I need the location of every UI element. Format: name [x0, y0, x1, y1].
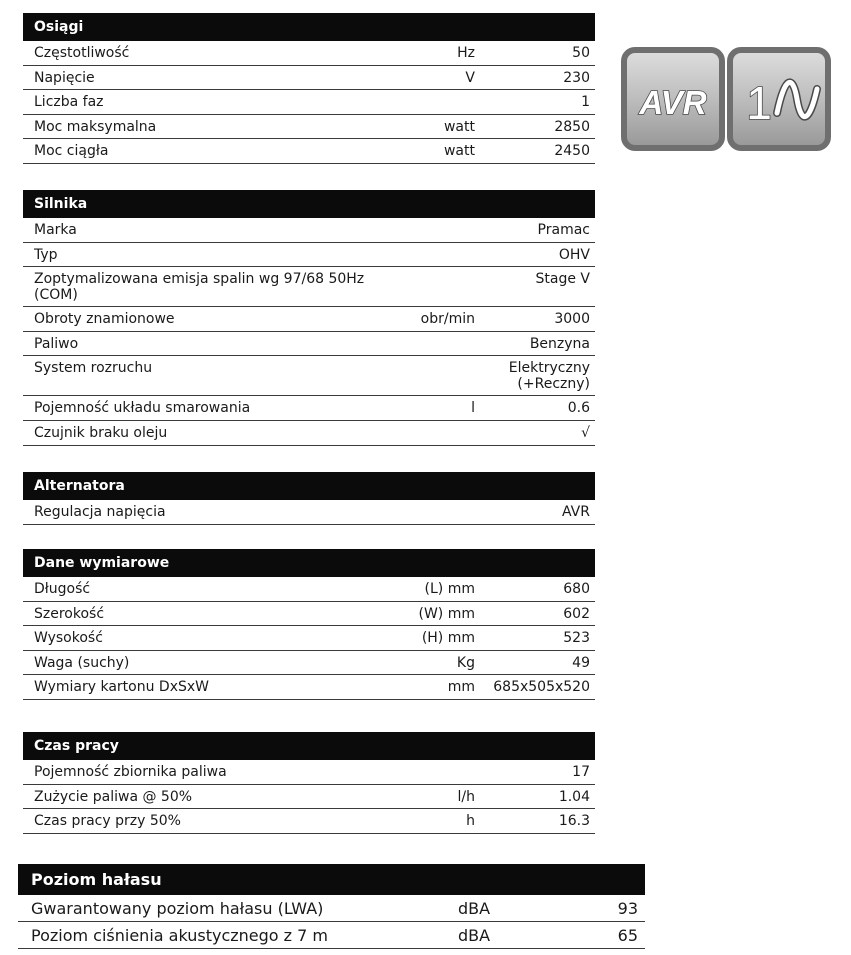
row-unit: dBA [458, 926, 491, 945]
table-row [23, 332, 595, 357]
row-label: Gwarantowany poziom hałasu (LWA) [31, 899, 324, 918]
row-value: Pramac [537, 222, 590, 238]
section-title: Dane wymiarowe [23, 549, 595, 577]
row-label: Częstotliwość [34, 45, 130, 61]
row-label: Moc ciągła [34, 143, 109, 160]
row-unit: Kg [456, 654, 475, 671]
table-row [18, 922, 645, 949]
table-row [23, 577, 595, 602]
row-label: Szerokość [34, 605, 105, 622]
row-label: Liczba faz [34, 94, 104, 111]
row-value: Elektryczny (+Reczny) [508, 360, 590, 393]
row-label: Zużycie paliwa @ 50% [34, 788, 193, 805]
row-value: 49 [572, 654, 590, 671]
row-value: 230 [563, 69, 590, 86]
row-label: Paliwo [34, 335, 79, 352]
row-value: 680 [563, 581, 590, 597]
avr-badge [621, 47, 725, 151]
row-unit: l [471, 400, 475, 417]
row-unit: (L) mm [424, 581, 475, 597]
check-icon: √ [581, 424, 590, 441]
row-value: 2450 [554, 143, 590, 160]
row-value: 93 [617, 899, 638, 918]
row-unit: obr/min [420, 311, 475, 328]
row-label: Marka [34, 222, 77, 238]
row-unit: watt [443, 143, 475, 160]
row-unit: (W) mm [418, 605, 475, 622]
row-label: Poziom ciśnienia akustycznego z 7 m [31, 926, 328, 945]
section-title: Osiągi [23, 13, 595, 41]
section-title: Poziom hałasu [18, 864, 645, 895]
section-title: Silnika [23, 190, 595, 218]
table-row [23, 785, 595, 810]
avr-badge-text: AVR [639, 84, 707, 121]
table-row [23, 809, 595, 834]
row-value: 1 [581, 94, 590, 111]
row-label: Długość [34, 581, 91, 597]
row-value: 65 [617, 926, 638, 945]
section-dane-wymiarowe [23, 549, 595, 700]
table-row [18, 895, 645, 922]
table-row [23, 267, 595, 307]
row-label: System rozruchu [34, 360, 153, 377]
section-title: Alternatora [23, 472, 595, 500]
section-osiagi [23, 13, 595, 164]
row-unit: watt [443, 118, 475, 135]
section-czas-pracy [23, 732, 595, 834]
table-row [23, 602, 595, 627]
table-row [23, 675, 595, 700]
table-row [23, 243, 595, 268]
row-value: Benzyna [529, 335, 590, 352]
row-value: 602 [563, 605, 590, 622]
row-label: Czas pracy przy 50% [34, 813, 181, 830]
table-row [23, 90, 595, 115]
single-phase-badge [727, 47, 831, 151]
row-unit: dBA [458, 899, 491, 918]
row-value: Stage V [535, 271, 590, 288]
table-row [23, 626, 595, 651]
row-value: AVR [562, 504, 590, 520]
table-row [23, 421, 595, 446]
row-value: 50 [572, 45, 590, 61]
row-value: 16.3 [558, 813, 590, 830]
row-label: Zoptymalizowana emisja spalin wg 97/68 50Hz (COM) [34, 271, 365, 304]
section-silnika [23, 190, 595, 446]
row-unit: h [466, 813, 475, 830]
row-label: Pojemność zbiornika paliwa [34, 764, 227, 780]
row-label: Moc maksymalna [34, 118, 157, 135]
table-row [23, 356, 595, 396]
row-label: Waga (suchy) [34, 654, 130, 671]
avr-icon [627, 53, 719, 145]
row-unit: V [465, 69, 475, 86]
table-row [23, 139, 595, 164]
row-value: 17 [572, 764, 590, 780]
table-row [23, 66, 595, 91]
section-poziom-halasu [18, 864, 645, 949]
table-row [23, 307, 595, 332]
row-label: Wymiary kartonu DxSxW [34, 679, 210, 696]
row-value: 1.04 [558, 788, 590, 805]
table-row [23, 651, 595, 676]
row-unit: Hz [457, 45, 475, 61]
row-unit: l/h [457, 788, 475, 805]
single-phase-icon [733, 53, 825, 145]
phase-badge-text: 1 [746, 77, 772, 129]
row-unit: (H) mm [421, 630, 475, 647]
table-row [23, 218, 595, 243]
table-row [23, 396, 595, 421]
section-title: Czas pracy [23, 732, 595, 760]
row-unit: mm [447, 679, 475, 696]
row-value: 0.6 [567, 400, 590, 417]
row-value: 2850 [554, 118, 590, 135]
row-label: Obroty znamionowe [34, 311, 175, 328]
row-value: OHV [558, 246, 590, 263]
row-label: Regulacja napięcia [34, 504, 166, 520]
row-label: Napięcie [34, 69, 95, 86]
table-row [23, 500, 595, 525]
row-value: 3000 [554, 311, 590, 328]
row-label: Czujnik braku oleju [34, 424, 168, 441]
row-label: Wysokość [34, 630, 103, 647]
row-value: 523 [563, 630, 590, 647]
row-label: Pojemność układu smarowania [34, 400, 251, 417]
table-row [23, 115, 595, 140]
table-row [23, 760, 595, 785]
table-row [23, 41, 595, 66]
row-label: Typ [34, 246, 58, 263]
section-alternatora [23, 472, 595, 525]
row-value: 685x505x520 [493, 679, 590, 696]
